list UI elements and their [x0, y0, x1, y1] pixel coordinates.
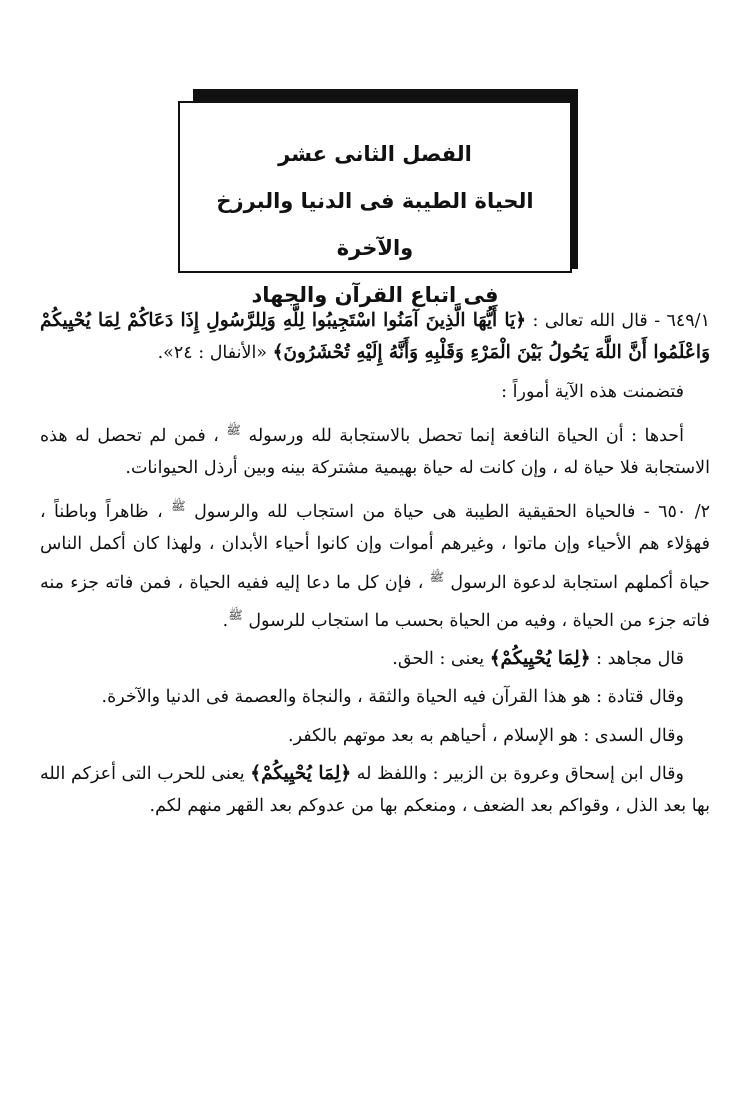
- paragraph-text: ، فمن لم تحصل له هذه الاستجابة فلا حياة له ، وإن كانت له حياة بهيمية مشتركة بينه وبين أرذل الحيوانات.: [40, 425, 710, 479]
- paragraph-text: قال مجاهد :: [596, 648, 684, 669]
- paragraph-text: يعنى للحرب التى أعزكم الله بها بعد الذل ، وقواكم بعد الضعف ، ومنعكم بها من عدوكم بعد القهر منهم لكم.: [40, 763, 710, 817]
- saw-mark: ﷺ: [228, 607, 243, 622]
- verse-reference: «الأنفال : ٢٤».: [157, 343, 268, 364]
- quran-quote: ﴿لِمَا يُحْيِيكُمْ﴾: [489, 647, 591, 669]
- chapter-subtitle: فى اتباع القرآن والجهاد: [251, 283, 499, 307]
- chapter-title: الحياة الطيبة فى الدنيا والبرزخ والآخرة: [216, 189, 534, 260]
- paragraph-ibn-ishaq: [40, 758, 710, 823]
- quran-quote: ﴿لِمَا يُحْيِيكُمْ﴾: [250, 762, 352, 784]
- page-body: [40, 305, 710, 828]
- paragraph-text: .: [222, 610, 229, 631]
- saw-mark: ﷺ: [171, 499, 186, 514]
- paragraph-649: [40, 305, 710, 370]
- paragraph-text: وقال ابن إسحاق وعروة بن الزبير : واللفظ له: [356, 763, 684, 784]
- quran-verse: ﴿يَا أَيُّهَا الَّذِينَ آمَنُوا اسْتَجِيبُوا لِلَّهِ وَلِلرَّسُولِ إِذَا دَعَاكُمْ لِمَا يُحْيِيكُمْ وَاعْلَمُوا أَنَّ اللَّهَ يَحُولُ بَيْنَ الْمَرْءِ وَقَلْبِهِ وَأَنَّهُ إِلَيْهِ تُحْشَرُونَ﴾: [40, 310, 710, 364]
- paragraph-text: ، فإن كل ما دعا إليه ففيه الحياة ، فمن فاته جزء منه فاته جزء من الحياة ، وفيه من الحياة بحسب ما استجاب للرسول: [40, 572, 710, 631]
- paragraph-suddi: وقال السدى : هو الإسلام ، أحياهم به بعد موتهم بالكفر.: [288, 725, 684, 746]
- paragraph-650: [40, 490, 710, 637]
- paragraph-text: ، ظاهراً وباطناً ، فهؤلاء هم الأحياء وإن ماتوا ، وغيرهم أموات وإن كانوا أحياء الأبدان ، ولهذا كان أكمل الناس حياة أكملهم استجابة لدعوة الرسول: [40, 502, 710, 593]
- saw-mark: ﷺ: [226, 422, 241, 437]
- paragraph-mujahid: [40, 643, 710, 675]
- paragraph-text: أحدها : أن الحياة النافعة إنما تحصل بالاستجابة لله ورسوله: [248, 425, 684, 446]
- paragraph-number: ٢/ ٦٥٠ -: [643, 502, 710, 523]
- paragraph-first-matter: [40, 414, 710, 484]
- paragraph-number: ٦٤٩/١ -: [654, 311, 710, 331]
- saw-mark: ﷺ: [429, 569, 445, 584]
- paragraph-text: يعنى : الحق.: [392, 648, 485, 669]
- paragraph-text: فالحياة الحقيقية الطيبة هى حياة من استجاب لله والرسول: [194, 502, 636, 523]
- chapter-number: الفصل الثانى عشر: [278, 142, 472, 166]
- paragraph-intro: قال الله تعالى :: [532, 311, 648, 331]
- paragraph-qatada: وقال قتادة : هو هذا القرآن فيه الحياة والثقة ، والنجاة والعصمة فى الدنيا والآخرة.: [101, 687, 684, 708]
- chapter-title-box: [178, 101, 572, 307]
- paragraph-intro-matters: فتضمنت هذه الآية أموراً :: [501, 381, 684, 402]
